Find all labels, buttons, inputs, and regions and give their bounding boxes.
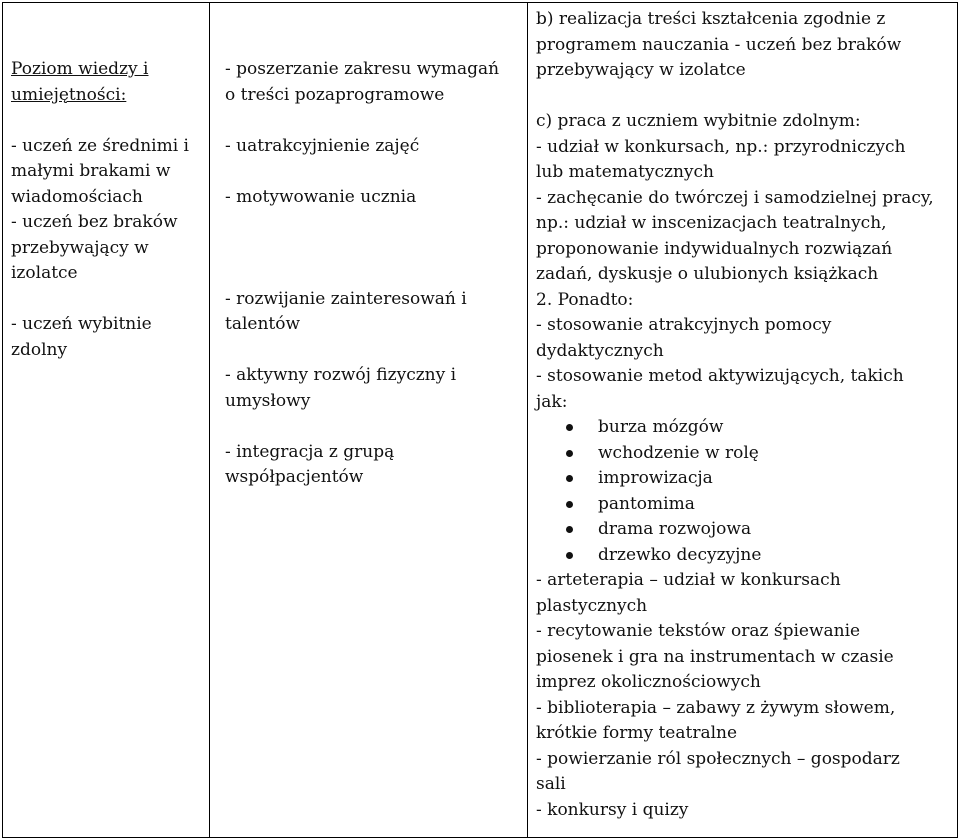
bullet-icon (566, 475, 573, 482)
method-line: - biblioterapia – zabawy z żywym słowem, (536, 697, 896, 718)
column-goals (225, 57, 525, 491)
student-group-line: - uczeń bez braków (11, 212, 178, 232)
method-line: proponowanie indywidualnych rozwiązań (536, 238, 893, 259)
student-group-line: małymi brakami w (11, 161, 171, 181)
student-group-line: wiadomościach (11, 186, 143, 207)
method-line: dydaktycznych (536, 340, 664, 361)
goal-line: o treści pozaprogramowe (225, 84, 445, 105)
heading-line: umiejętności: (11, 84, 127, 105)
method-bullet-list (536, 415, 956, 568)
student-group-line: - uczeń ze średnimi i (11, 135, 189, 156)
goal-line: - aktywny rozwój fizyczny i (225, 365, 457, 385)
bullet-icon (566, 501, 573, 508)
method-line: - udział w konkursach, np.: przyrodniczych (536, 136, 906, 157)
method-line: - powierzanie ról społecznych – gospodarz (536, 748, 900, 769)
goal-line: - uatrakcyjnienie zajęć (225, 135, 420, 156)
method-line: - zachęcanie do twórczej i samodzielnej pracy, (536, 187, 934, 208)
bullet-icon (566, 526, 573, 533)
method-line: 2. Ponadto: (536, 289, 634, 310)
bullet-label: drzewko decyzyjne (598, 544, 762, 565)
column-knowledge-level (11, 57, 205, 363)
student-group-line: zdolny (11, 339, 68, 360)
method-line: b) realizacja treści kształcenia zgodnie z (536, 9, 886, 29)
list-item (536, 441, 956, 467)
list-item (536, 492, 956, 518)
method-line: c) praca z uczniem wybitnie zdolnym: (536, 111, 861, 131)
bullet-icon (566, 450, 573, 457)
method-line: lub matematycznych (536, 162, 715, 182)
goal-line: - motywowanie ucznia (225, 186, 417, 207)
goal-line: - poszerzanie zakresu wymagań (225, 59, 500, 79)
method-line: - recytowanie tekstów oraz śpiewanie (536, 621, 861, 641)
bullet-label: improwizacja (598, 468, 713, 488)
column-divider-2 (527, 3, 528, 837)
student-group-line: - uczeń wybitnie (11, 314, 152, 334)
goal-line: talentów (225, 314, 301, 334)
method-line: sali (536, 774, 566, 794)
goal-line: współpacjentów (225, 467, 364, 487)
method-line: - stosowanie atrakcyjnych pomocy (536, 315, 832, 335)
goal-line: umysłowy (225, 390, 311, 411)
column-methods (536, 7, 956, 823)
list-item (536, 517, 956, 543)
method-line: - stosowanie metod aktywizujących, takich (536, 366, 904, 386)
student-group-line: izolatce (11, 263, 78, 283)
bullet-icon (566, 552, 573, 559)
content-table (2, 2, 958, 838)
method-line: przebywający w izolatce (536, 60, 746, 80)
method-line: np.: udział w inscenizacjach teatralnych, (536, 213, 887, 233)
bullet-label: wchodzenie w rolę (598, 442, 759, 463)
list-item (536, 466, 956, 492)
list-item (536, 415, 956, 441)
method-line: - konkursy i quizy (536, 799, 689, 820)
goal-line: - rozwijanie zainteresowań i (225, 288, 467, 309)
method-line: krótkie formy teatralne (536, 723, 738, 743)
method-line: piosenek i gra na instrumentach w czasie (536, 646, 894, 667)
bullet-label: burza mózgów (598, 417, 724, 437)
goal-line: - integracja z grupą (225, 441, 395, 462)
method-line: - arteterapia – udział w konkursach (536, 570, 841, 590)
column-divider-1 (209, 3, 210, 837)
method-line: zadań, dyskusje o ulubionych książkach (536, 264, 879, 284)
bullet-label: drama rozwojowa (598, 519, 752, 539)
bullet-icon (566, 424, 573, 431)
heading-line: Poziom wiedzy i (11, 59, 149, 79)
method-line: programem nauczania - uczeń bez braków (536, 34, 902, 55)
method-line: jak: (536, 391, 568, 412)
bullet-label: pantomima (598, 493, 695, 514)
method-line: plastycznych (536, 595, 648, 616)
list-item (536, 543, 956, 569)
method-line: imprez okolicznościowych (536, 672, 761, 692)
student-group-line: przebywający w (11, 237, 149, 258)
